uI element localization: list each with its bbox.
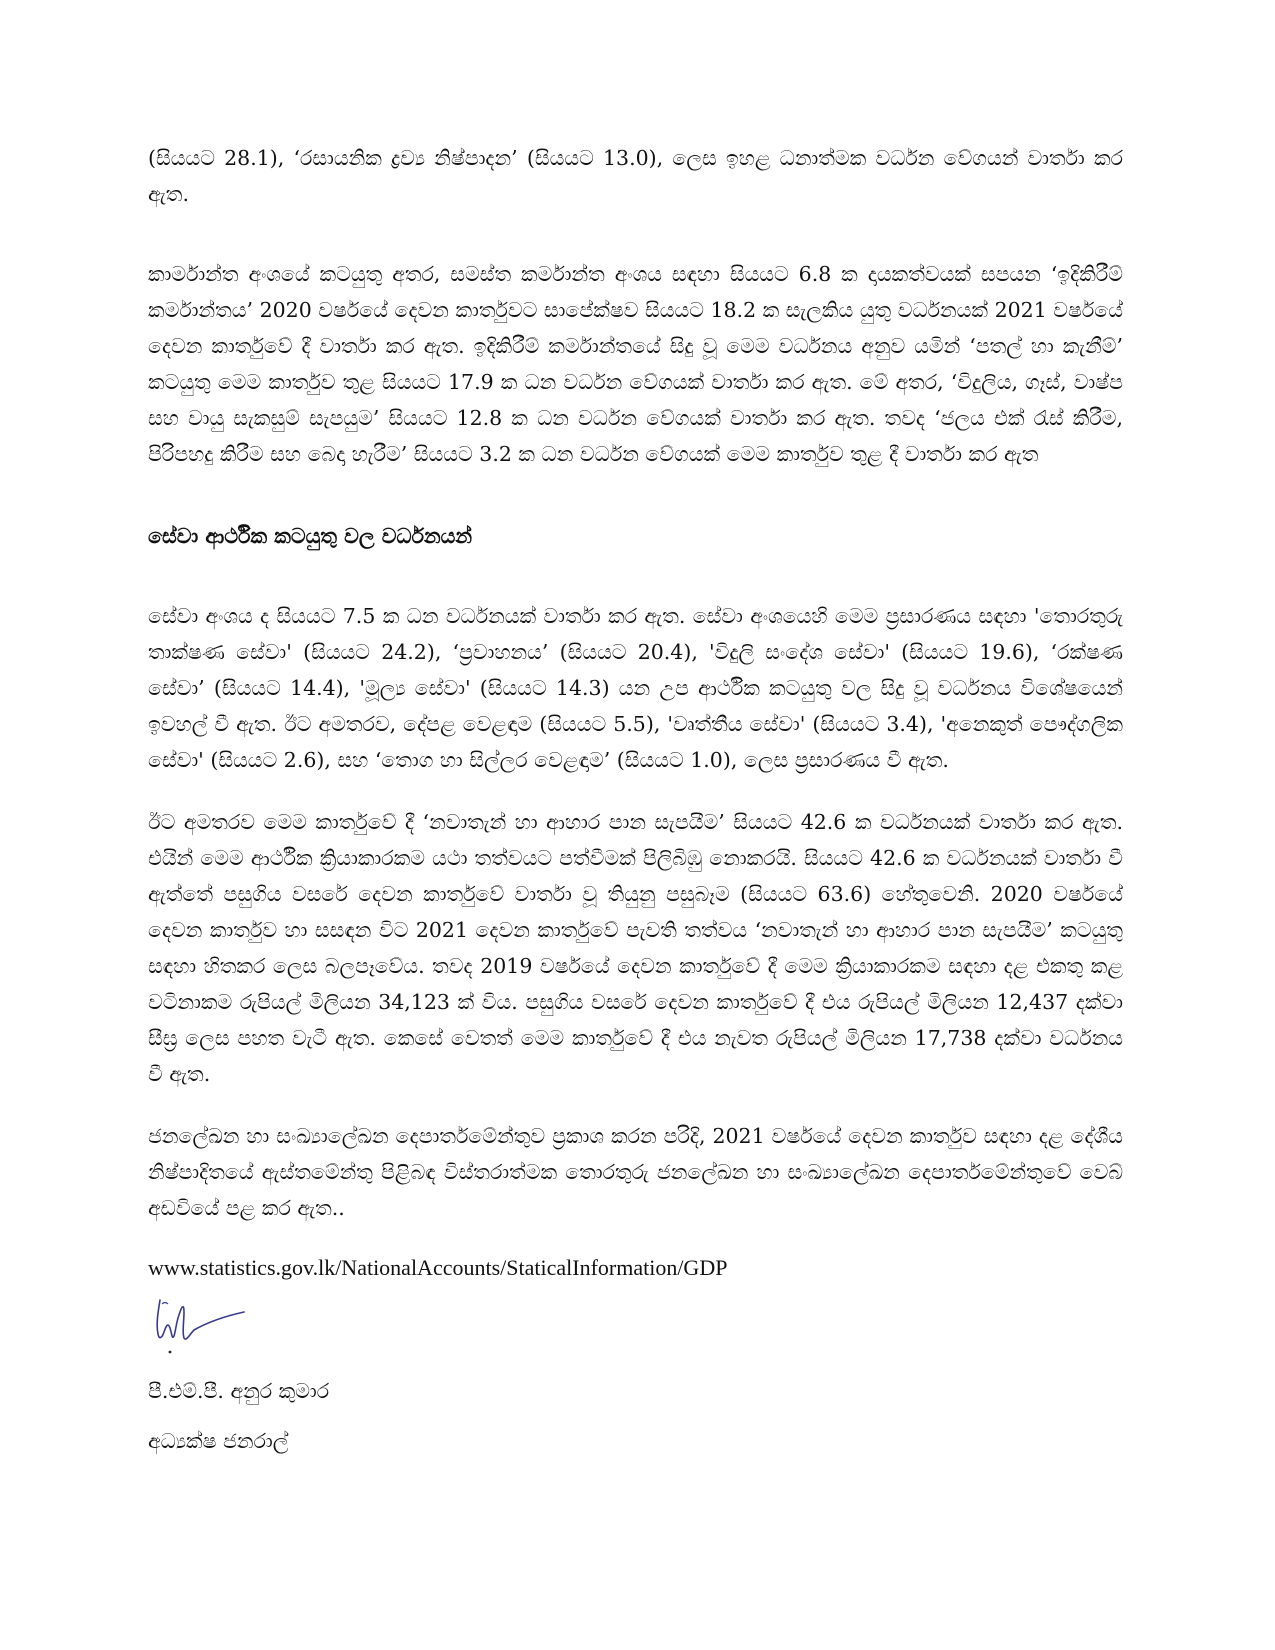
website-url: www.statistics.gov.lk/NationalAccounts/StaticalInformation/GDP: [148, 1255, 728, 1280]
paragraph-chemical-growth: (සියයට 28.1), ‘රසායනික ද්‍රව්‍ය නිෂ්පාදන’ (සියයට 13.0), ලෙස ඉහළ ධනාත්මක වර්ධන වේගයන් වාර්තා කර ඇත.: [148, 146, 1123, 206]
signer-title: අධ්‍යක්ෂ ජනරාල්: [148, 1429, 289, 1453]
handwritten-signature: [148, 1282, 258, 1362]
paragraph-services-sector: සේවා අංශය ද සියයට 7.5 ක ධන වර්ධනයක් වාර්තා කර ඇත. සේවා අංශයෙහි මෙම ප්‍රසාරණය සඳහා 'තොරතුරු තාක්ෂණ සේවා' (සියයට 24.2), ‘ප්‍රවාහනය’ (සියයට 20.4), 'විදුලි සංදේශ සේවා' (සියයට 19.6), ‘රක්ෂණ සේවා’ (සියයට 14.4), 'මූල්‍ය සේවා' (සියයට 14.3) යන උප ආර්ථික කටයුතු වල සිදු වූ වර්ධනය විශේෂයෙන් ඉවහල් වී ඇත. ඊට අමතරව, දේපළ වෙළඳාම (සියයට 5.5), 'වෘත්තීය සේවා' (සියයට 3.4), 'අනෙකුත් පෞද්ගලික සේවා' (සියයට 2.6), සහ ‘තොග හා සිල්ලර වෙළඳාම’ (සියයට 1.0), ලෙස ප්‍රසාරණය වී ඇත.: [148, 604, 1123, 772]
paragraph-industry-sector: කාර්මාන්ත අංශයේ කටයුතු අතර, සමස්ත කර්මාන්ත අංශය සඳහා සියයට 6.8 ක දායකත්වයක් සපයන ‘ඉදිකිරීම් කර්මාන්තය’ 2020 වර්ෂයේ දෙවන කාර්තුවට සාපේක්ෂව සියයට 18.2 ක සැලකිය යුතු වර්ධනයක් 2021 වර්ෂයේ දෙවන කාර්තුවේ දී වාර්තා කර ඇත. ඉදිකිරීම් කර්මාන්තයේ සිදු වූ මෙම වර්ධනය අනුව යමින් ‘පතල් හා කැනීම්’ කටයුතු මෙම කාර්තුව තුළ සියයට 17.9 ක ධන වර්ධන වේගයක් වාර්තා කර ඇත. මේ අතර, ‘විදුලිය, ගෑස්, වාෂ්ප සහ වායු සැකසුම් සැපයුම’ සියයට 12.8 ක ධන වර්ධන වේගයක් වාර්තා කර ඇත. තවද ‘ජලය එක් රැස් කිරීම, පිරිපහදු කිරීම සහ බෙදා හැරීම’ සියයට 3.2 ක ධන වර්ධන වේගයක් මෙම කාර්තුව තුළ දී වාර්තා කර ඇත: [148, 262, 1123, 466]
signer-name: පී.එම්.පී. අනුර කුමාර: [148, 1379, 330, 1403]
document-body: [148, 140, 1123, 1286]
paragraph-publication-note: ජනලේඛන හා සංඛ්‍යාලේඛන දෙපාර්තමේන්තුව ප්‍රකාශ කරන පරිදි, 2021 වර්ෂයේ දෙවන කාර්තුව සඳහා දළ දේශීය නිෂ්පාදිතයේ ඇස්තමේන්තු පිළිබඳ විස්තරාත්මක තොරතුරු ජනලේඛන හා සංඛ්‍යාලේඛන දෙපාර්තමේන්තුවේ වෙබ් අඩවියේ පළ කර ඇත..: [148, 1124, 1123, 1220]
paragraph-accommodation: ඊට අමතරව මෙම කාර්තුවේ දී ‘නවාතැන් හා ආහාර පාන සැපයීම’ සියයට 42.6 ක වර්ධනයක් වාර්තා කර ඇත. එයින් මෙම ආර්ථික ක්‍රියාකාරකම යථා තත්වයට පත්වීමක් පිලිබිඹු නොකරයි. සියයට 42.6 ක වර්ධනයක් වාර්තා වී ඇත්තේ පසුගිය වසරේ දෙවන කාර්තුවේ වාර්තා වූ තියුනු පසුබෑම (සියයට 63.6) හේතුවෙනි. 2020 වර්ෂයේ දෙවන කාර්තුව හා සසඳන විට 2021 දෙවන කාර්තුවේ පැවති තත්වය ‘නවාතැන් හා ආහාර පාන සැපයීම’ කටයුතු සඳහා හිතකර ලෙස බලපෑවේය. තවද 2019 වර්ෂයේ දෙවන කාර්තුවේ දී මෙම ක්‍රියාකාරකම සඳහා දළ එකතු කළ වටිනාකම රුපියල් මිලියන 34,123 ක් විය. පසුගිය වසරේ දෙවන කාර්තුවේ දී එය රුපියල් මිලියන 12,437 දක්වා සීඝ්‍ර ලෙස පහත වැටී ඇත. කෙසේ වෙතත් මෙම කාර්තුවේ දී එය නැවත රුපියල් මිලියන 17,738 දක්වා වර්ධනය වී ඇත.: [148, 810, 1123, 1086]
section-heading-services: සේවා ආර්ථික කටයුතු වල වර්ධනයන්: [148, 524, 473, 548]
